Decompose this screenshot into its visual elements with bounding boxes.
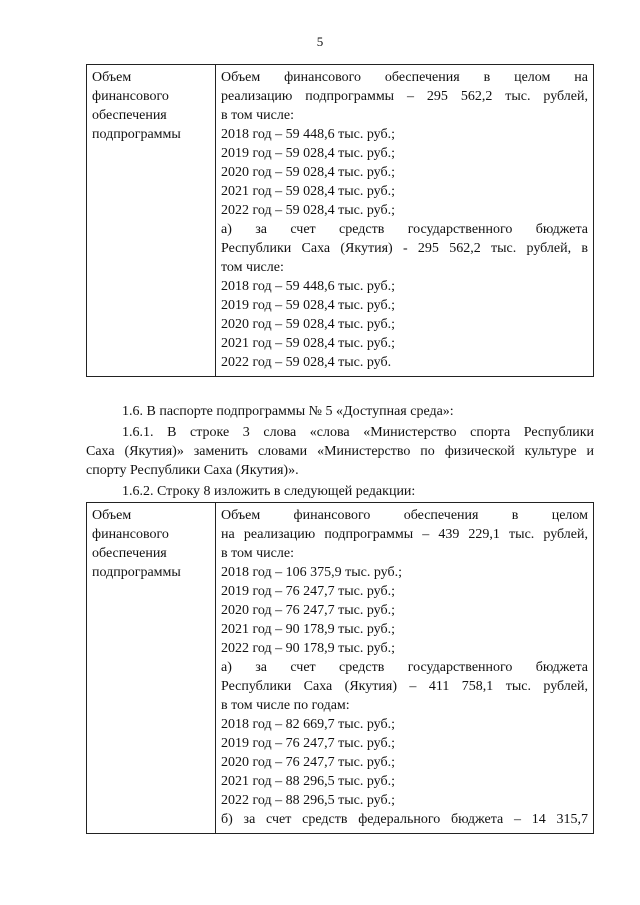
year-amount-line: 2019 год – 76 247,7 тыс. руб.; xyxy=(221,584,395,599)
year-amount-line: 2020 год – 76 247,7 тыс. руб.; xyxy=(221,755,395,770)
row-label-line: обеспечения xyxy=(92,546,167,561)
row-label-line: Объем xyxy=(92,70,132,85)
content-line: реализацию подпрограммы – 295 562,2 тыс. рублей, xyxy=(221,89,588,104)
year-amount-line: 2019 год – 76 247,7 тыс. руб.; xyxy=(221,736,395,751)
year-amount-line: 2021 год – 88 296,5 тыс. руб.; xyxy=(221,774,395,789)
year-amount-line: 2018 год – 106 375,9 тыс. руб.; xyxy=(221,565,402,580)
year-amount-line: 2022 год – 90 178,9 тыс. руб.; xyxy=(221,641,395,656)
paragraph-1-6-1 xyxy=(86,423,594,480)
paragraph-1-6-2: 1.6.2. Строку 8 изложить в следующей редакции: xyxy=(122,484,416,499)
year-amount-line: 2022 год – 59 028,4 тыс. руб.; xyxy=(221,203,395,218)
content-line: том числе: xyxy=(221,260,284,275)
row-label-line: финансового xyxy=(92,89,169,104)
year-amount-line: 2022 год – 88 296,5 тыс. руб.; xyxy=(221,793,395,808)
paragraph-1-6: 1.6. В паспорте подпрограммы № 5 «Доступная среда»: xyxy=(122,404,454,419)
content-line: Объем финансового обеспечения в целом xyxy=(221,508,588,523)
year-amount-line: 2020 год – 59 028,4 тыс. руб.; xyxy=(221,165,395,180)
row-label-line: Объем xyxy=(92,508,132,523)
year-amount-line: 2018 год – 82 669,7 тыс. руб.; xyxy=(221,717,395,732)
year-amount-line: 2018 год – 59 448,6 тыс. руб.; xyxy=(221,127,395,142)
row-content-cell xyxy=(216,503,594,834)
year-amount-line: 2020 год – 59 028,4 тыс. руб.; xyxy=(221,317,395,332)
year-amount-line: 2021 год – 59 028,4 тыс. руб.; xyxy=(221,336,395,351)
funding-table-subprogram-4 xyxy=(86,64,594,377)
content-line: а) за счет средств государственного бюджета xyxy=(221,222,588,237)
year-amount-line: 2022 год – 59 028,4 тыс. руб. xyxy=(221,355,392,370)
table-row xyxy=(87,65,594,377)
year-amount-line: 2019 год – 59 028,4 тыс. руб.; xyxy=(221,298,395,313)
paragraph-line: спорту Республики Саха (Якутия)». xyxy=(86,463,299,478)
row-label-line: подпрограммы xyxy=(92,565,181,580)
content-line: в том числе по годам: xyxy=(221,698,350,713)
year-amount-line: 2021 год – 90 178,9 тыс. руб.; xyxy=(221,622,395,637)
content-line: на реализацию подпрограммы – 439 229,1 тыс. рублей, xyxy=(221,527,588,542)
content-line: а) за счет средств государственного бюджета xyxy=(221,660,588,675)
paragraph-line: 1.6.1. В строке 3 слова «слова «Министерство спорта Республики xyxy=(122,425,594,440)
content-line: Объем финансового обеспечения в целом на xyxy=(221,70,588,85)
content-line: в том числе: xyxy=(221,108,294,123)
row-label-line: подпрограммы xyxy=(92,127,181,142)
table-row xyxy=(87,503,594,834)
funding-table-subprogram-5 xyxy=(86,502,594,834)
paragraph-line: Саха (Якутия)» заменить словами «Министерство по физической культуре и xyxy=(86,444,594,459)
content-line: в том числе: xyxy=(221,546,294,561)
year-amount-line: 2021 год – 59 028,4 тыс. руб.; xyxy=(221,184,395,199)
row-label-line: обеспечения xyxy=(92,108,167,123)
row-label-cell xyxy=(87,65,216,377)
page-number: 5 xyxy=(316,34,324,49)
content-line: Республики Саха (Якутия) - 295 562,2 тыс. рублей, в xyxy=(221,241,588,256)
row-content-cell xyxy=(216,65,594,377)
year-amount-line: 2018 год – 59 448,6 тыс. руб.; xyxy=(221,279,395,294)
year-amount-line: 2020 год – 76 247,7 тыс. руб.; xyxy=(221,603,395,618)
row-label-line: финансового xyxy=(92,527,169,542)
content-line: б) за счет средств федерального бюджета – 14 315,7 xyxy=(221,812,588,827)
content-line: Республики Саха (Якутия) – 411 758,1 тыс. рублей, xyxy=(221,679,588,694)
year-amount-line: 2019 год – 59 028,4 тыс. руб.; xyxy=(221,146,395,161)
row-label-cell xyxy=(87,503,216,834)
amendment-paragraphs xyxy=(86,402,594,503)
